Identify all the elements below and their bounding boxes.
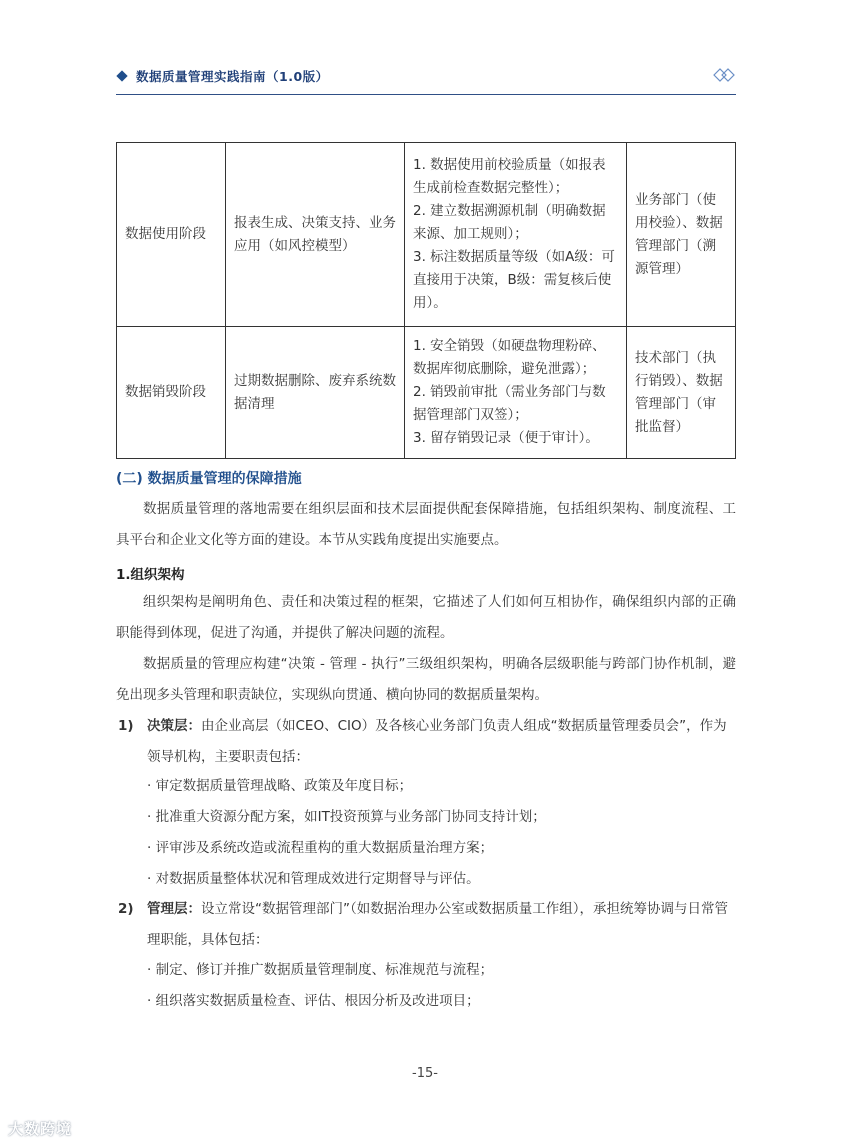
document-title: 数据质量管理实践指南（1.0版） <box>136 69 329 84</box>
item-text: 设立常设“数据管理部门”（如数据治理办公室或数据质量工作组），承担统筹协调与日常管理职能，具体包括： <box>147 901 728 948</box>
diamond-icon <box>116 70 127 81</box>
bullet-item: · 对数据质量整体状况和管理成效进行定期督导与评估。 <box>147 871 480 887</box>
bullet-item: · 评审涉及系统改造或流程重构的重大数据质量治理方案； <box>147 840 494 856</box>
owner-cell: 技术部门（执行销毁）、数据管理部门（审批监督） <box>627 327 736 459</box>
measure-item: 2. 建立数据溯源机制（明确数据来源、加工规则）； <box>413 203 606 242</box>
watermark-logo: 大数跨境 <box>8 1120 73 1138</box>
item-label: 决策层： <box>147 718 201 734</box>
measure-item: 3. 留存销毁记录（便于审计）。 <box>413 430 599 446</box>
item-number: 1) <box>118 718 134 734</box>
bullet-item: · 组织落实数据质量检查、评估、根因分析及改进项目； <box>147 993 480 1009</box>
stage-cell: 数据销毁阶段 <box>117 327 226 459</box>
paragraph: 组织架构是阐明角色、责任和决策过程的框架，它描述了人们如何互相协作，确保组织内部的正确职能得到体现，促进了沟通，并提供了解决问题的流程。 <box>116 594 736 641</box>
subsection-title: 1.组织架构 <box>116 567 185 583</box>
section-title: (二) 数据质量管理的保障措施 <box>116 471 302 487</box>
owner-cell: 业务部门（使用校验）、数据管理部门（溯源管理） <box>627 143 736 327</box>
measures-cell <box>405 143 627 327</box>
measure-item: 3. 标注数据质量等级（如A级：可直接用于决策，B级：需复核后使用）。 <box>413 249 615 311</box>
measures-cell <box>405 327 627 459</box>
bullet-item: · 批准重大资源分配方案，如IT投资预算与业务部门协同支持计划； <box>147 809 546 825</box>
measure-item: 1. 安全销毁（如硬盘物理粉碎、数据库彻底删除，避免泄露）； <box>413 338 606 377</box>
page-header <box>116 66 736 95</box>
intro-paragraph: 数据质量管理的落地需要在组织层面和技术层面提供配套保障措施，包括组织架构、制度流程、工具平台和企业文化等方面的建设。本节从实践角度提出实施要点。 <box>116 501 736 548</box>
logo-icon <box>712 66 736 84</box>
page-number: -15- <box>412 1066 438 1081</box>
paragraph: 数据质量的管理应构建“决策 - 管理 - 执行”三级组织架构，明确各层级职能与跨部门协作机制，避免出现多头管理和职责缺位，实现纵向贯通、横向协同的数据质量架构。 <box>116 656 736 703</box>
measure-item: 2. 销毁前审批（需业务部门与数据管理部门双签）； <box>413 384 606 423</box>
bullet-item: · 制定、修订并推广数据质量管理制度、标准规范与流程； <box>147 962 494 978</box>
scope-cell: 报表生成、决策支持、业务应用（如风控模型） <box>226 143 405 327</box>
item-number: 2) <box>118 901 134 917</box>
list-item <box>116 894 736 956</box>
item-text: 由企业高层（如CEO、CIO）及各核心业务部门负责人组成“数据质量管理委员会”，作为领导机构，主要职责包括： <box>147 718 727 765</box>
lifecycle-table <box>116 142 736 459</box>
measure-item: 1. 数据使用前校验质量（如报表生成前检查数据完整性）； <box>413 157 606 196</box>
scope-cell: 过期数据删除、废弃系统数据清理 <box>226 327 405 459</box>
stage-cell: 数据使用阶段 <box>117 143 226 327</box>
table-row <box>117 327 736 459</box>
bullet-item: · 审定数据质量管理战略、政策及年度目标； <box>147 778 413 794</box>
list-item <box>116 711 736 773</box>
table-row <box>117 143 736 327</box>
item-label: 管理层： <box>147 901 201 917</box>
